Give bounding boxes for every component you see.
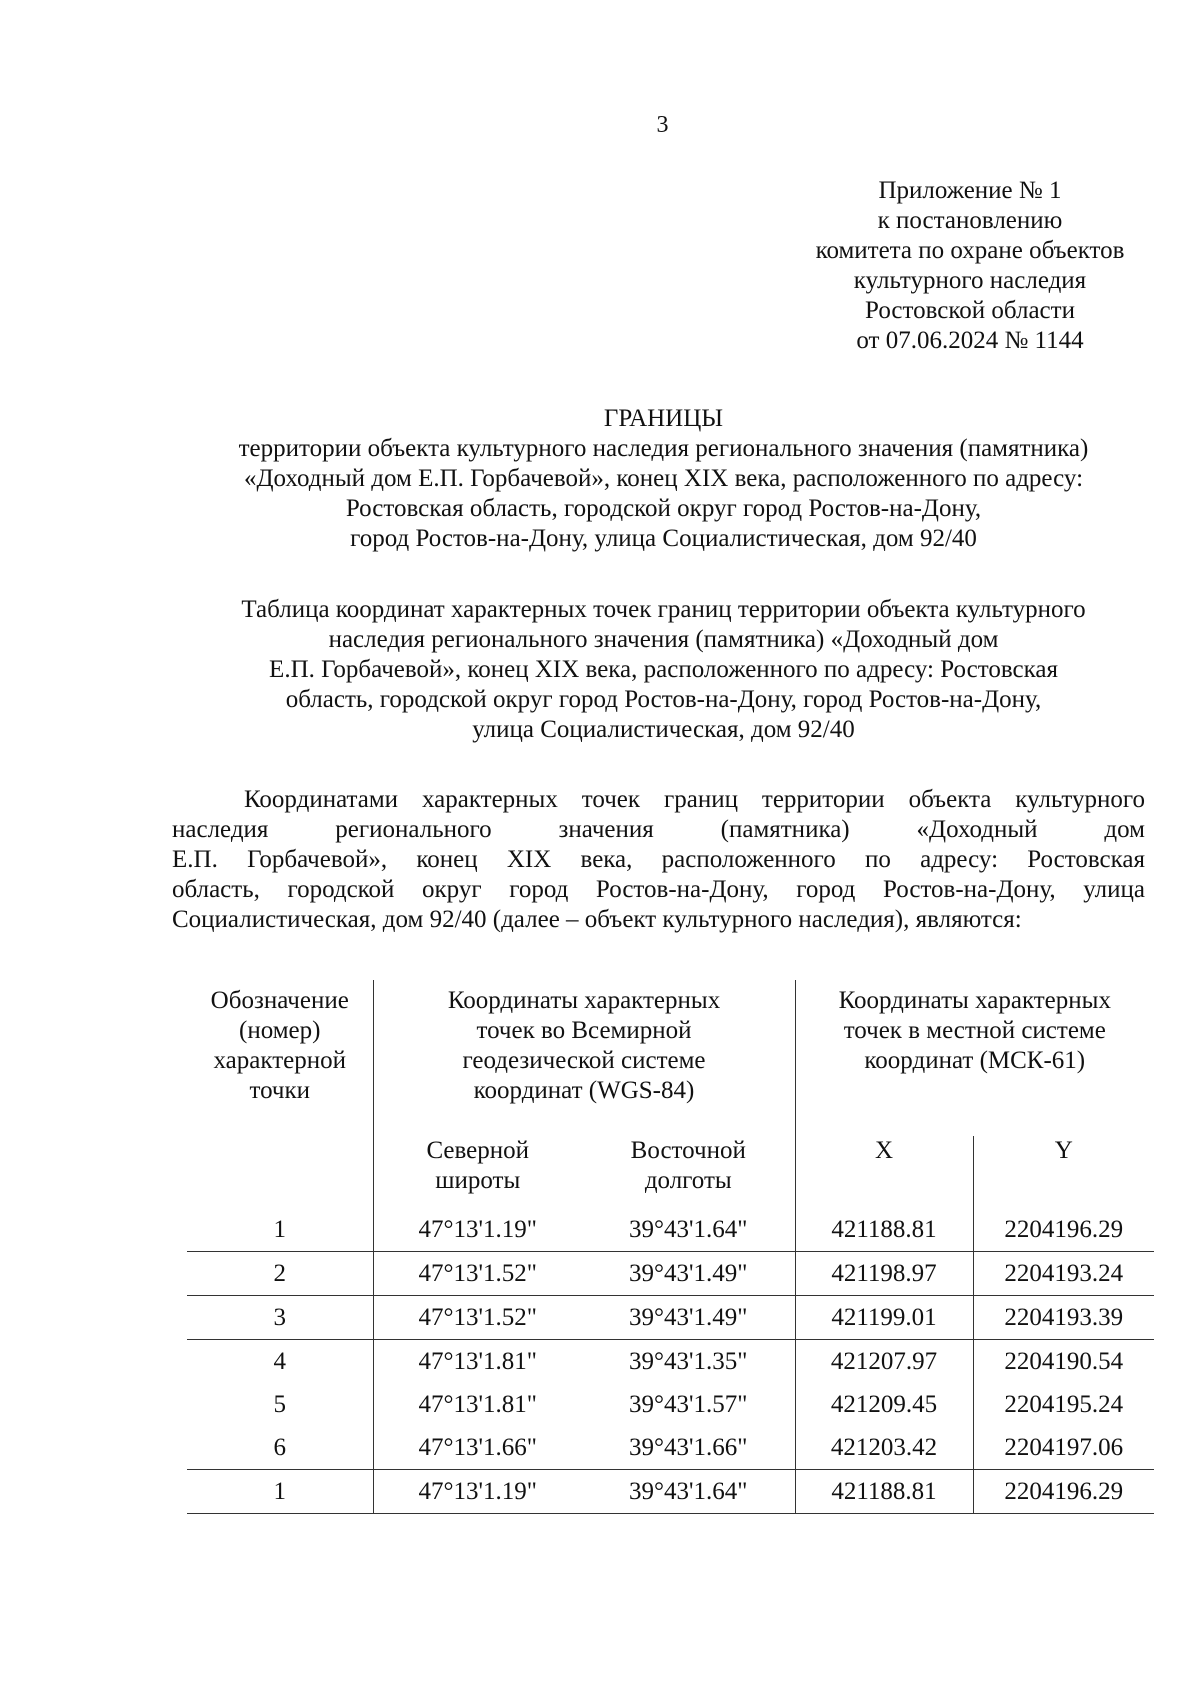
cell-lon: 39°43'1.64" bbox=[629, 1216, 748, 1243]
cell-lon: 39°43'1.49" bbox=[582, 1296, 795, 1340]
cell-lat: 47°13'1.19" bbox=[373, 1208, 582, 1252]
caption-line: наследия регионального значения (памятника) «Доходный дом bbox=[328, 626, 999, 653]
header-text: Обозначение bbox=[210, 987, 349, 1014]
body-paragraph bbox=[172, 785, 1145, 935]
table-row bbox=[187, 1252, 1154, 1296]
cell-y: 2204196.29 bbox=[973, 1208, 1154, 1252]
header-wgs84 bbox=[373, 980, 795, 1136]
caption-line: область, городской округ город Ростов-на-Дону, город Ростов-на-Дону, bbox=[285, 686, 1042, 713]
table-caption bbox=[120, 595, 1200, 745]
header-text: долготы bbox=[644, 1167, 732, 1194]
title-line: «Доходный дом Е.П. Горбачевой», конец XIX века, расположенного по адресу: bbox=[243, 465, 1084, 492]
cell-x: 421207.97 bbox=[795, 1340, 973, 1384]
cell-x: 421199.01 bbox=[795, 1296, 973, 1340]
cell-lon: 39°43'1.66" bbox=[629, 1434, 748, 1461]
table-row bbox=[187, 1340, 1154, 1384]
header-text: точек в местной системе bbox=[843, 1017, 1106, 1044]
title-line: город Ростов-на-Дону, улица Социалистическая, дом 92/40 bbox=[350, 525, 977, 552]
document-title bbox=[120, 404, 1200, 554]
paragraph-line: наследия регионального значения (памятника) «Доходный дом bbox=[172, 816, 1145, 843]
appendix-line: комитета по охране объектов bbox=[815, 237, 1125, 264]
header-y: Y bbox=[973, 1136, 1154, 1208]
appendix-line: Ростовской области bbox=[865, 297, 1075, 324]
paragraph-line: Социалистическая, дом 92/40 (далее – объект культурного наследия), являются: bbox=[172, 906, 1022, 933]
cell-lon: 39°43'1.64" bbox=[582, 1470, 795, 1514]
cell-point: 5 bbox=[273, 1391, 286, 1418]
cell-y: 2204190.54 bbox=[973, 1340, 1154, 1384]
header-longitude bbox=[582, 1136, 795, 1208]
header-text: характерной bbox=[213, 1047, 346, 1074]
header-text: Северной bbox=[426, 1137, 530, 1164]
caption-line: улица Социалистическая, дом 92/40 bbox=[472, 716, 855, 743]
header-point-designation bbox=[187, 980, 373, 1208]
paragraph-line: Е.П. Горбачевой», конец XIX века, расположенного по адресу: Ростовская bbox=[172, 846, 1145, 873]
table-row bbox=[187, 1208, 1154, 1252]
table-row bbox=[187, 1426, 1154, 1470]
header-text: точки bbox=[249, 1077, 311, 1104]
cell-lat: 47°13'1.81" bbox=[373, 1383, 582, 1426]
header-text: Координаты характерных bbox=[447, 987, 721, 1014]
appendix-block bbox=[700, 176, 1200, 356]
coordinates-table bbox=[187, 980, 1154, 1514]
paragraph-line: Координатами характерных точек границ территории объекта культурного bbox=[244, 786, 1145, 813]
header-text: (номер) bbox=[239, 1017, 321, 1044]
appendix-line: от 07.06.2024 № 1144 bbox=[856, 327, 1084, 354]
cell-y: 2204193.39 bbox=[973, 1296, 1154, 1340]
title-heading: ГРАНИЦЫ bbox=[603, 405, 724, 432]
cell-lon: 39°43'1.35" bbox=[582, 1340, 795, 1384]
cell-lat: 47°13'1.19" bbox=[373, 1470, 582, 1514]
cell-point: 1 bbox=[273, 1216, 286, 1243]
paragraph-line: область, городской округ город Ростов-на-Дону, город Ростов-на-Дону, улица bbox=[172, 876, 1145, 903]
header-text: геодезической системе bbox=[462, 1047, 706, 1074]
cell-lat: 47°13'1.81" bbox=[373, 1340, 582, 1384]
cell-lat: 47°13'1.52" bbox=[373, 1252, 582, 1296]
table-row bbox=[187, 1383, 1154, 1426]
appendix-line: к постановлению bbox=[877, 207, 1063, 234]
header-text: Восточной bbox=[630, 1137, 746, 1164]
cell-point: 2 bbox=[187, 1252, 373, 1296]
header-msk61 bbox=[795, 980, 1154, 1136]
header-text: широты bbox=[435, 1167, 521, 1194]
appendix-line: культурного наследия bbox=[853, 267, 1087, 294]
cell-lon: 39°43'1.49" bbox=[582, 1252, 795, 1296]
table-row bbox=[187, 1296, 1154, 1340]
cell-lon: 39°43'1.57" bbox=[629, 1391, 748, 1418]
header-text: точек во Всемирной bbox=[476, 1017, 692, 1044]
cell-y: 2204196.29 bbox=[973, 1470, 1154, 1514]
cell-x: 421198.97 bbox=[795, 1252, 973, 1296]
header-latitude bbox=[373, 1136, 582, 1208]
header-x: X bbox=[795, 1136, 973, 1208]
appendix-line: Приложение № 1 bbox=[878, 177, 1062, 204]
header-text: Координаты характерных bbox=[838, 987, 1111, 1014]
cell-y: 2204193.24 bbox=[973, 1252, 1154, 1296]
cell-lat: 47°13'1.52" bbox=[373, 1296, 582, 1340]
cell-y: 2204195.24 bbox=[973, 1383, 1154, 1426]
caption-line: Е.П. Горбачевой», конец XIX века, расположенного по адресу: Ростовская bbox=[269, 656, 1058, 683]
cell-x: 421188.81 bbox=[795, 1208, 973, 1252]
title-line: Ростовская область, городской округ город Ростов-на-Дону, bbox=[345, 495, 982, 522]
caption-line: Таблица координат характерных точек границ территории объекта культурного bbox=[241, 596, 1086, 623]
cell-x: 421209.45 bbox=[795, 1383, 973, 1426]
cell-point: 1 bbox=[187, 1470, 373, 1514]
cell-point: 3 bbox=[187, 1296, 373, 1340]
cell-x: 421188.81 bbox=[795, 1470, 973, 1514]
cell-lat: 47°13'1.66" bbox=[373, 1426, 582, 1470]
header-text: координат (WGS-84) bbox=[473, 1077, 695, 1104]
page-number: 3 bbox=[656, 112, 669, 138]
cell-point: 6 bbox=[273, 1434, 286, 1461]
cell-point: 4 bbox=[187, 1340, 373, 1384]
title-line: территории объекта культурного наследия регионального значения (памятника) bbox=[238, 435, 1089, 462]
cell-x: 421203.42 bbox=[795, 1426, 973, 1470]
cell-y: 2204197.06 bbox=[973, 1426, 1154, 1470]
table-row bbox=[187, 1470, 1154, 1514]
header-text: координат (МСК-61) bbox=[864, 1047, 1086, 1074]
